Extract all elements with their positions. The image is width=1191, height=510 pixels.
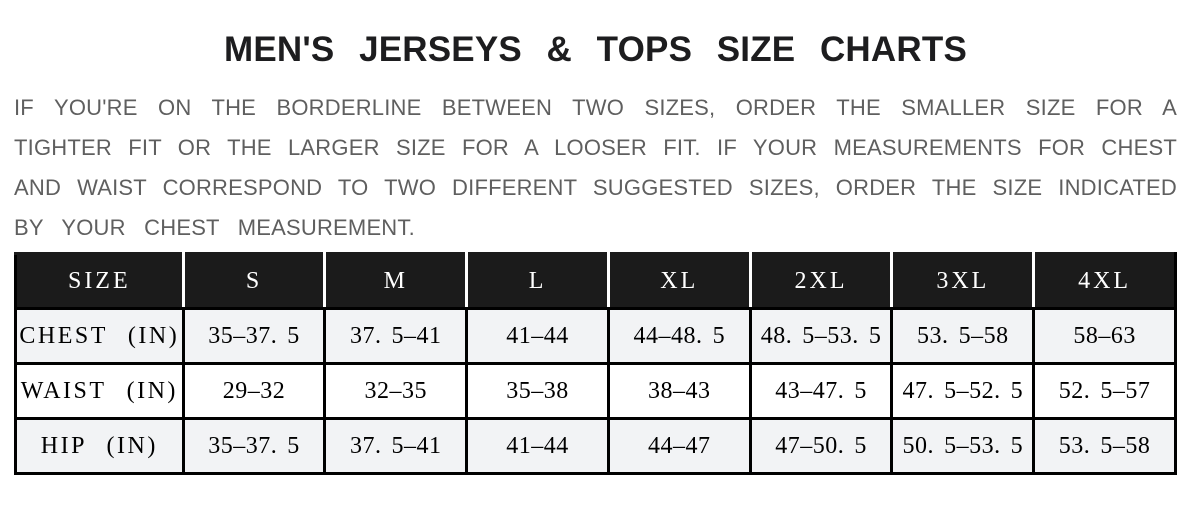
cell-hip-4xl: 53. 5–58 [1034,419,1176,474]
header-cell-4xl: 4XL [1034,254,1176,309]
cell-hip-l: 41–44 [467,419,609,474]
cell-chest-l: 41–44 [467,309,609,364]
header-cell-l: L [467,254,609,309]
intro-paragraph [14,88,1177,248]
header-cell-size: SIZE [16,254,184,309]
cell-hip-xl: 44–47 [608,419,750,474]
cell-chest-4xl: 58–63 [1034,309,1176,364]
cell-waist-l: 35–38 [467,364,609,419]
cell-hip-3xl: 50. 5–53. 5 [892,419,1034,474]
cell-waist-m: 32–35 [325,364,467,419]
page-title: MEN'S JERSEYS & TOPS SIZE CHARTS [224,30,967,69]
cell-chest-3xl: 53. 5–58 [892,309,1034,364]
intro-line-4: BY YOUR CHEST MEASUREMENT. [14,215,415,240]
cell-hip-2xl: 47–50. 5 [750,419,892,474]
intro-line-3: AND WAIST CORRESPOND TO TWO DIFFERENT SUGGESTED SIZES, ORDER THE SIZE INDICATED [14,175,1177,200]
header-cell-xl: XL [608,254,750,309]
cell-chest-xl: 44–48. 5 [608,309,750,364]
header-cell-2xl: 2XL [750,254,892,309]
cell-waist-2xl: 43–47. 5 [750,364,892,419]
header-cell-m: M [325,254,467,309]
cell-waist-4xl: 52. 5–57 [1034,364,1176,419]
header-cell-s: S [183,254,325,309]
size-chart-header-row [16,254,1176,309]
row-waist [16,364,1176,419]
row-hip [16,419,1176,474]
cell-hip-m: 37. 5–41 [325,419,467,474]
intro-line-1: IF YOU'RE ON THE BORDERLINE BETWEEN TWO SIZES, ORDER THE SMALLER SIZE FOR A [14,95,1177,120]
intro-line-2: TIGHTER FIT OR THE LARGER SIZE FOR A LOOSER FIT. IF YOUR MEASUREMENTS FOR CHEST [14,135,1177,160]
cell-hip-s: 35–37. 5 [183,419,325,474]
row-label-waist: WAIST (IN) [16,364,184,419]
cell-chest-m: 37. 5–41 [325,309,467,364]
row-label-hip: HIP (IN) [16,419,184,474]
cell-waist-s: 29–32 [183,364,325,419]
cell-waist-3xl: 47. 5–52. 5 [892,364,1034,419]
header-cell-3xl: 3XL [892,254,1034,309]
cell-chest-s: 35–37. 5 [183,309,325,364]
size-chart-table [14,252,1177,475]
cell-waist-xl: 38–43 [608,364,750,419]
cell-chest-2xl: 48. 5–53. 5 [750,309,892,364]
row-chest [16,309,1176,364]
row-label-chest: CHEST (IN) [16,309,184,364]
